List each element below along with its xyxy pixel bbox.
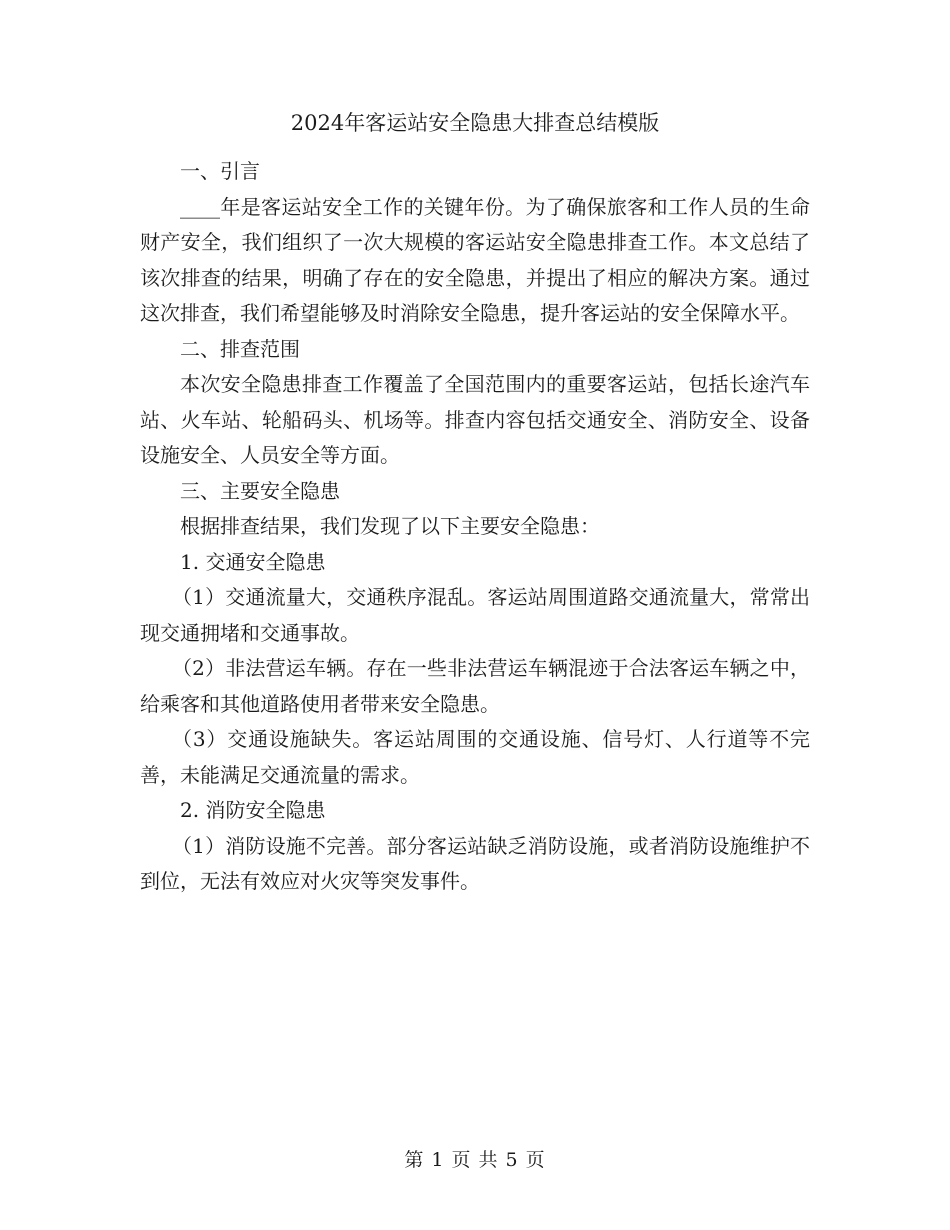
document-body [140,154,810,900]
paragraph-intro: ____年是客运站安全工作的关键年份。为了确保旅客和工作人员的生命财产安全，我们组织了一次大规模的客运站安全隐患排查工作。本文总结了该次排查的结果，明确了存在的安全隐患，并提出了相应的解决方案。通过这次排查，我们希望能够及时消除安全隐患，提升客运站的安全保障水平。 [140,194,810,325]
document-title: 2024年客运站安全隐患大排查总结模版 [290,111,660,135]
paragraph-scope: 本次安全隐患排查工作覆盖了全国范围内的重要客运站，包括长途汽车站、火车站、轮船码头、机场等。排查内容包括交通安全、消防安全、设备设施安全、人员安全等方面。 [140,372,810,467]
page-footer: 第 1 页 共 5 页 [404,1149,546,1171]
section-heading-intro: 一、引言 [180,159,260,183]
paragraph-hazards-lead: 根据排查结果，我们发现了以下主要安全隐患： [180,514,600,538]
section-heading-scope: 二、排查范围 [180,336,300,361]
list-item-traffic-1: （1）交通流量大，交通秩序混乱。客运站周围道路交通流量大，常常出现交通拥堵和交通事故。 [140,585,810,645]
list-item-fire-1: （1）消防设施不完善。部分客运站缺乏消防设施，或者消防设施维护不到位，无法有效应对火灾等突发事件。 [140,833,810,893]
list-item-traffic-2: （2）非法营运车辆。存在一些非法营运车辆混迹于合法客运车辆之中，给乘客和其他道路使用者带来安全隐患。 [140,656,810,716]
subheading-fire: 2. 消防安全隐患 [180,798,326,822]
subheading-traffic: 1. 交通安全隐患 [180,549,326,574]
section-heading-hazards: 三、主要安全隐患 [180,478,340,503]
list-item-traffic-3: （3）交通设施缺失。客运站周围的交通设施、信号灯、人行道等不完善，未能满足交通流量的需求。 [140,727,810,787]
